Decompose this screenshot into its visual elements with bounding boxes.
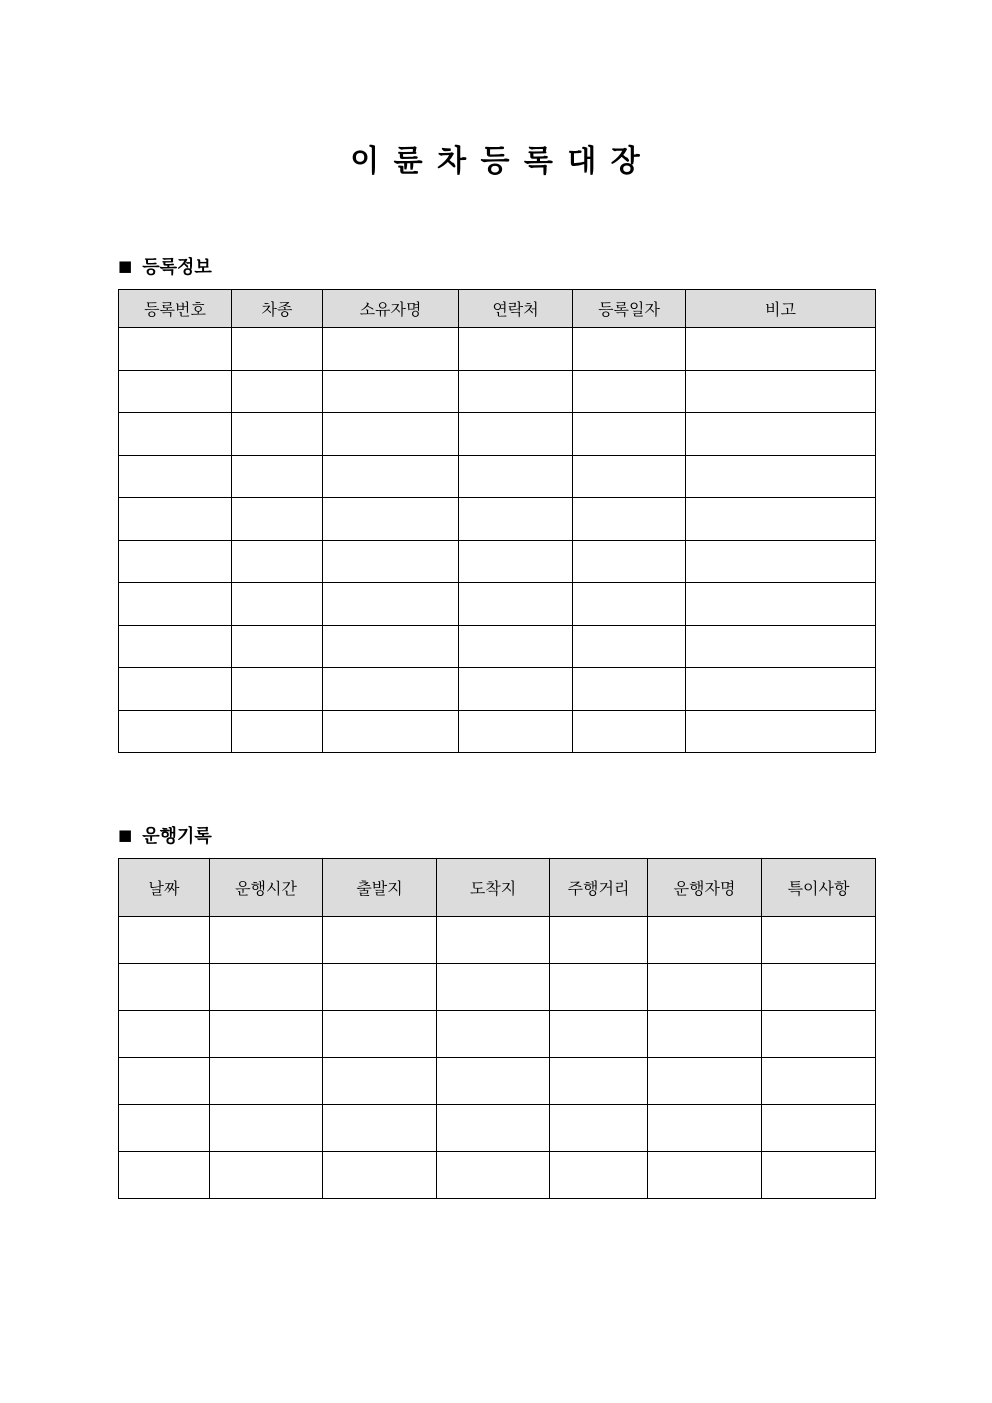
table-cell[interactable] bbox=[550, 964, 648, 1011]
table-cell[interactable] bbox=[437, 1152, 550, 1199]
operation-row bbox=[119, 917, 876, 964]
table-cell[interactable] bbox=[323, 498, 459, 541]
table-cell[interactable] bbox=[550, 1058, 648, 1105]
table-cell[interactable] bbox=[459, 328, 573, 371]
table-cell[interactable] bbox=[686, 498, 876, 541]
table-cell[interactable] bbox=[232, 370, 323, 413]
table-cell[interactable] bbox=[119, 964, 210, 1011]
table-cell[interactable] bbox=[648, 964, 762, 1011]
table-cell[interactable] bbox=[686, 413, 876, 456]
table-cell[interactable] bbox=[323, 1152, 437, 1199]
table-cell[interactable] bbox=[573, 455, 686, 498]
table-cell[interactable] bbox=[459, 413, 573, 456]
table-cell[interactable] bbox=[648, 1058, 762, 1105]
registration-row bbox=[119, 540, 876, 583]
table-cell[interactable] bbox=[762, 1011, 876, 1058]
table-cell[interactable] bbox=[550, 1011, 648, 1058]
table-cell[interactable] bbox=[119, 1058, 210, 1105]
table-cell[interactable] bbox=[686, 540, 876, 583]
column-header-destination: 도착지 bbox=[437, 859, 550, 917]
table-cell[interactable] bbox=[323, 328, 459, 371]
table-cell[interactable] bbox=[686, 328, 876, 371]
operation-section-heading bbox=[118, 822, 212, 848]
table-cell[interactable] bbox=[573, 583, 686, 626]
table-cell[interactable] bbox=[686, 668, 876, 711]
table-cell[interactable] bbox=[210, 917, 323, 964]
table-cell[interactable] bbox=[323, 668, 459, 711]
table-cell[interactable] bbox=[648, 917, 762, 964]
operation-row bbox=[119, 964, 876, 1011]
table-cell[interactable] bbox=[323, 1011, 437, 1058]
table-cell[interactable] bbox=[437, 917, 550, 964]
table-cell[interactable] bbox=[573, 668, 686, 711]
table-cell[interactable] bbox=[119, 668, 232, 711]
registration-table bbox=[118, 289, 876, 753]
column-header-vehicle-type: 차종 bbox=[232, 290, 323, 328]
table-cell[interactable] bbox=[762, 1152, 876, 1199]
operation-row bbox=[119, 1105, 876, 1152]
registration-row bbox=[119, 668, 876, 711]
table-cell[interactable] bbox=[459, 370, 573, 413]
operation-row bbox=[119, 1011, 876, 1058]
square-bullet-icon: ■ bbox=[118, 826, 133, 844]
document-title: 이 륜 차 등 록 대 장 bbox=[350, 144, 642, 179]
table-cell[interactable] bbox=[573, 328, 686, 371]
table-cell[interactable] bbox=[119, 710, 232, 753]
column-header-operating-time: 운행시간 bbox=[210, 859, 323, 917]
table-cell[interactable] bbox=[573, 540, 686, 583]
table-cell[interactable] bbox=[119, 1011, 210, 1058]
table-cell[interactable] bbox=[573, 710, 686, 753]
table-cell[interactable] bbox=[232, 540, 323, 583]
column-header-distance: 주행거리 bbox=[550, 859, 648, 917]
registration-row bbox=[119, 498, 876, 541]
table-cell[interactable] bbox=[210, 1105, 323, 1152]
table-cell[interactable] bbox=[323, 455, 459, 498]
table-cell[interactable] bbox=[459, 583, 573, 626]
registration-row bbox=[119, 583, 876, 626]
table-cell[interactable] bbox=[550, 917, 648, 964]
table-cell[interactable] bbox=[762, 1058, 876, 1105]
registration-row bbox=[119, 328, 876, 371]
table-cell[interactable] bbox=[119, 413, 232, 456]
table-cell[interactable] bbox=[119, 1105, 210, 1152]
table-cell[interactable] bbox=[323, 1105, 437, 1152]
table-cell[interactable] bbox=[119, 498, 232, 541]
table-cell[interactable] bbox=[119, 1152, 210, 1199]
table-cell[interactable] bbox=[323, 964, 437, 1011]
table-cell[interactable] bbox=[762, 964, 876, 1011]
operation-heading-label: 운행기록 bbox=[142, 826, 212, 847]
column-header-owner-name: 소유자명 bbox=[323, 290, 459, 328]
table-cell[interactable] bbox=[119, 625, 232, 668]
column-header-registration-number: 등록번호 bbox=[119, 290, 232, 328]
table-cell[interactable] bbox=[648, 1105, 762, 1152]
table-cell[interactable] bbox=[323, 710, 459, 753]
table-cell[interactable] bbox=[459, 710, 573, 753]
table-cell[interactable] bbox=[232, 668, 323, 711]
table-cell[interactable] bbox=[686, 370, 876, 413]
table-cell[interactable] bbox=[573, 370, 686, 413]
table-cell[interactable] bbox=[323, 583, 459, 626]
operation-header-row bbox=[119, 859, 876, 917]
table-cell[interactable] bbox=[437, 964, 550, 1011]
table-cell[interactable] bbox=[232, 583, 323, 626]
table-cell[interactable] bbox=[437, 1011, 550, 1058]
column-header-date: 날짜 bbox=[119, 859, 210, 917]
registration-row bbox=[119, 455, 876, 498]
table-cell[interactable] bbox=[210, 1058, 323, 1105]
table-cell[interactable] bbox=[648, 1152, 762, 1199]
table-cell[interactable] bbox=[232, 328, 323, 371]
table-cell[interactable] bbox=[323, 625, 459, 668]
table-cell[interactable] bbox=[437, 1058, 550, 1105]
registration-row bbox=[119, 625, 876, 668]
column-header-departure: 출발지 bbox=[323, 859, 437, 917]
table-cell[interactable] bbox=[119, 328, 232, 371]
table-cell[interactable] bbox=[762, 917, 876, 964]
operation-row bbox=[119, 1152, 876, 1199]
column-header-notes: 특이사항 bbox=[762, 859, 876, 917]
table-cell[interactable] bbox=[459, 498, 573, 541]
column-header-contact: 연락처 bbox=[459, 290, 573, 328]
table-cell[interactable] bbox=[437, 1105, 550, 1152]
table-cell[interactable] bbox=[686, 710, 876, 753]
table-cell[interactable] bbox=[459, 540, 573, 583]
table-cell[interactable] bbox=[232, 413, 323, 456]
table-cell[interactable] bbox=[210, 964, 323, 1011]
table-cell[interactable] bbox=[323, 1058, 437, 1105]
table-cell[interactable] bbox=[119, 455, 232, 498]
registration-header-row bbox=[119, 290, 876, 328]
table-cell[interactable] bbox=[119, 540, 232, 583]
operation-log-table bbox=[118, 858, 876, 1199]
registration-row bbox=[119, 370, 876, 413]
table-cell[interactable] bbox=[232, 498, 323, 541]
column-header-remarks: 비고 bbox=[686, 290, 876, 328]
column-header-operator-name: 운행자명 bbox=[648, 859, 762, 917]
operation-row bbox=[119, 1058, 876, 1105]
table-cell[interactable] bbox=[459, 455, 573, 498]
table-cell[interactable] bbox=[232, 625, 323, 668]
table-cell[interactable] bbox=[119, 583, 232, 626]
table-cell[interactable] bbox=[232, 455, 323, 498]
registration-section-heading bbox=[118, 253, 212, 279]
square-bullet-icon: ■ bbox=[118, 257, 133, 275]
registration-heading-label: 등록정보 bbox=[142, 257, 212, 278]
column-header-registration-date: 등록일자 bbox=[573, 290, 686, 328]
registration-row bbox=[119, 413, 876, 456]
table-cell[interactable] bbox=[323, 540, 459, 583]
table-cell[interactable] bbox=[323, 917, 437, 964]
table-cell[interactable] bbox=[573, 413, 686, 456]
table-cell[interactable] bbox=[550, 1152, 648, 1199]
table-cell[interactable] bbox=[323, 413, 459, 456]
table-cell[interactable] bbox=[323, 370, 459, 413]
table-cell[interactable] bbox=[648, 1011, 762, 1058]
table-cell[interactable] bbox=[686, 583, 876, 626]
table-cell[interactable] bbox=[459, 668, 573, 711]
table-cell[interactable] bbox=[573, 498, 686, 541]
table-cell[interactable] bbox=[119, 917, 210, 964]
registration-row bbox=[119, 710, 876, 753]
table-cell[interactable] bbox=[119, 370, 232, 413]
table-cell[interactable] bbox=[686, 455, 876, 498]
table-cell[interactable] bbox=[210, 1152, 323, 1199]
table-cell[interactable] bbox=[573, 625, 686, 668]
table-cell[interactable] bbox=[210, 1011, 323, 1058]
table-cell[interactable] bbox=[762, 1105, 876, 1152]
table-cell[interactable] bbox=[459, 625, 573, 668]
table-cell[interactable] bbox=[550, 1105, 648, 1152]
table-cell[interactable] bbox=[686, 625, 876, 668]
table-cell[interactable] bbox=[232, 710, 323, 753]
